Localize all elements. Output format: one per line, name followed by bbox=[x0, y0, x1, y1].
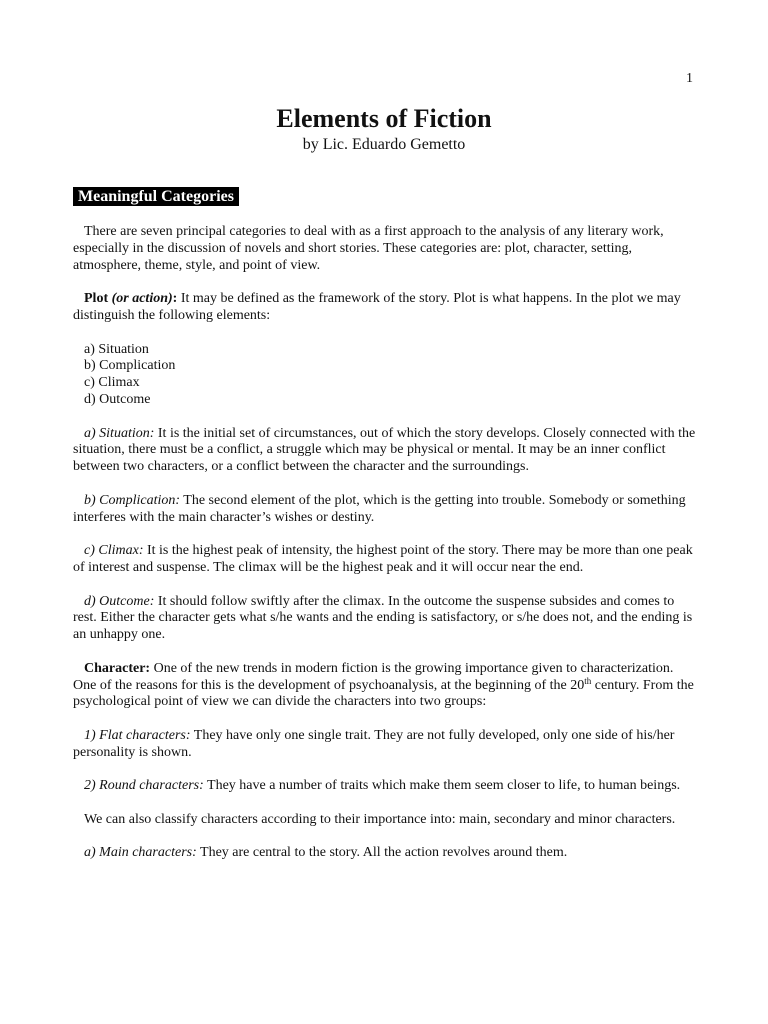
document-title: Elements of Fiction bbox=[276, 104, 492, 133]
paragraph-gap bbox=[73, 409, 697, 426]
character-paragraph bbox=[73, 661, 697, 711]
paragraph-gap bbox=[73, 644, 697, 661]
paragraph-gap bbox=[73, 711, 697, 728]
plot-elements-list bbox=[73, 342, 697, 409]
page-number: 1 bbox=[686, 71, 693, 86]
paragraph-gap bbox=[73, 325, 697, 342]
main-label: a) Main characters: bbox=[84, 845, 197, 861]
paragraph-gap bbox=[73, 762, 697, 779]
paragraph-gap bbox=[73, 526, 697, 543]
situation-label: a) Situation: bbox=[84, 425, 155, 441]
complication-label: b) Complication: bbox=[84, 492, 181, 508]
list-item: c) Climax bbox=[84, 375, 140, 391]
complication-paragraph bbox=[73, 493, 697, 527]
main-characters-paragraph bbox=[73, 845, 697, 862]
plot-text: It may be defined as the framework of the story. Plot is what happens. In the plot we may distinguish the following elements: bbox=[73, 291, 681, 323]
round-label: 2) Round characters: bbox=[84, 778, 204, 794]
outcome-text: It should follow swiftly after the climax. In the outcome the suspense subsides and comes to rest. Either the character gets what s/he wants and the ending is satisfactory, or s/he does not, and the ending is an unhappy one. bbox=[73, 593, 693, 643]
round-text: They have a number of traits which make them seem closer to life, to human beings. bbox=[203, 778, 681, 794]
paragraph-gap bbox=[73, 476, 697, 493]
complication-text: The second element of the plot, which is the getting into trouble. Somebody or something interferes with the main character’s wishes or destiny. bbox=[73, 492, 686, 525]
flat-characters-paragraph bbox=[73, 728, 697, 762]
plot-colon: : bbox=[172, 291, 178, 307]
outcome-paragraph bbox=[73, 594, 697, 644]
plot-term: Plot bbox=[84, 291, 109, 307]
flat-text: They have only one single trait. They are not fully developed, only one side of his/her personality is shown. bbox=[73, 727, 675, 760]
character-text-a: One of the new trends in modern fiction is the growing importance given to characterization. One of the reasons for this is the development of psychoanalysis, at the beginning of the 20 bbox=[73, 660, 674, 693]
list-item: d) Outcome bbox=[84, 391, 151, 407]
plot-alt-term: (or action) bbox=[111, 291, 173, 307]
paragraph-gap bbox=[73, 577, 697, 594]
flat-label: 1) Flat characters: bbox=[84, 727, 191, 743]
climax-paragraph bbox=[73, 543, 697, 577]
climax-label: c) Climax: bbox=[84, 543, 144, 559]
main-text: They are central to the story. All the action revolves around them. bbox=[196, 845, 568, 861]
list-item: a) Situation bbox=[84, 341, 149, 357]
character-term: Character: bbox=[84, 660, 151, 676]
paragraph-gap bbox=[73, 795, 697, 812]
classify-paragraph: We can also classify characters according to their importance into: main, secondary and minor characters. bbox=[84, 811, 676, 827]
paragraph-gap bbox=[73, 274, 697, 291]
intro-paragraph: There are seven principal categories to deal with as a first approach to the analysis of any literary work, especially in the discussion of novels and short stories. These categories are: plot, character, setting, atmosphere, theme, style, and point of view. bbox=[73, 224, 664, 273]
character-text-b: century. From the psychological point of view we can divide the characters into two groups: bbox=[73, 677, 694, 710]
list-item: b) Complication bbox=[84, 358, 176, 374]
document-author: by Lic. Eduardo Gemetto bbox=[302, 136, 466, 153]
outcome-label: d) Outcome: bbox=[84, 593, 155, 609]
situation-paragraph bbox=[73, 426, 697, 476]
round-characters-paragraph bbox=[73, 778, 697, 795]
situation-text: It is the initial set of circumstances, out of which the story develops. Closely connected with the situation, there must be a conflict, a struggle which may be physical or mental. It may be an inner conflict between two characters, or a conflict between the character and the surroundings. bbox=[73, 425, 696, 475]
climax-text: It is the highest peak of intensity, the highest point of the story. There may be more than one peak of interest and suspense. The climax will be the highest peak and it will occur near the end. bbox=[73, 543, 693, 575]
character-superscript: th bbox=[584, 675, 592, 686]
paragraph-gap bbox=[73, 829, 697, 846]
plot-paragraph bbox=[73, 291, 697, 325]
document-body bbox=[73, 224, 697, 862]
section-heading: Meaningful Categories bbox=[73, 187, 239, 206]
